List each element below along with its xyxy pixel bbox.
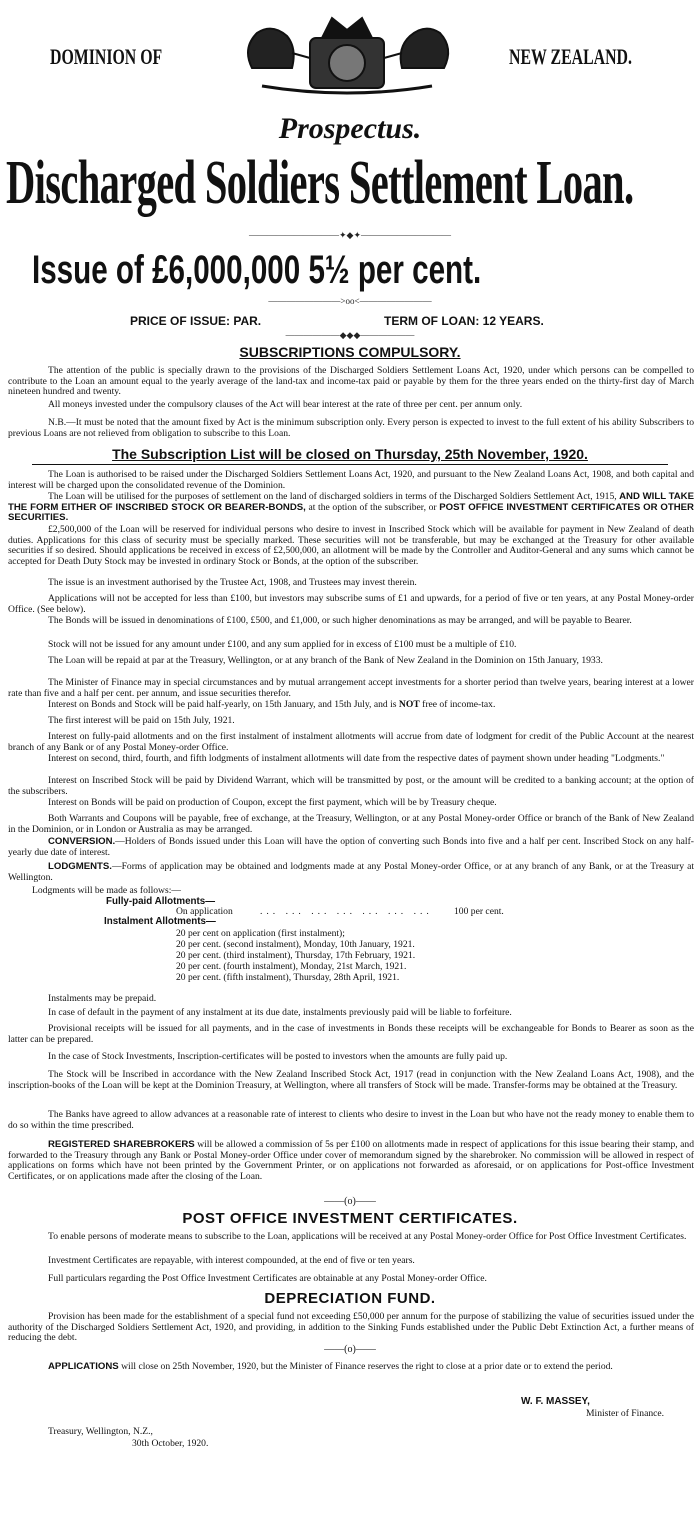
more-paragraph-6: The Banks have agreed to allow advances at a reasonable rate of interest to clients who desire to invest in the Loan but who have not the ready money to enable them to do so within the time prescribed.: [8, 1109, 694, 1131]
more-paragraph-1: Instalments may be prepaid.: [48, 993, 157, 1004]
terms-paragraph-11: The first interest will be paid on 15th July, 1921.: [48, 715, 235, 726]
terms-paragraph-3: £2,500,000 of the Loan will be reserved for individual persons who desire to invest in Inscribed Stock which will be available for payment in New Zealand of death duties. Applications for this class of security must be specially marked. These securities will not be transferable, but may be exchanged at the Treasury for other available securities if so desired. Should applications be received in excess of £2,500,000, an allotment will be made by the Controller and Auditor-General and any sums which cannot be accepted for Death Duty Stock may be invested in ordinary Stock or Bonds, at the option of the subscriber.: [8, 524, 694, 567]
instalment-item: 20 per cent on application (first instalment);: [176, 928, 345, 939]
terms-paragraph-2: The Loan will be utilised for the purposes of settlement on the land of discharged soldiers in terms of the Discharged Soldiers Settlement Act, 1915, AND WILL TAKE THE FORM EITHER OF INSCRIBED STOCK OR BEARER-BONDS, at the option of the subscriber, or POST OFFICE INVESTMENT CERTIFICATES OR OTHER SECURITIES.: [8, 491, 694, 524]
terms-paragraph-9: The Minister of Finance may in special circumstances and by mutual arrangement accept investments for a shorter period than twelve years, bearing interest at a lower rate than five and a half per cent. per annum, and issue securities therefor.: [8, 677, 694, 699]
on-application-label: On application: [176, 906, 233, 917]
signer-name: W. F. MASSEY,: [521, 1396, 590, 1407]
terms-paragraph-1: The Loan is authorised to be raised under the Discharged Soldiers Settlement Loans Act, 1920, and pursuant to the New Zealand Loans Act, 1908, and both capital and interest will be charged upon the consolidated revenue of the Dominion.: [8, 469, 694, 491]
issue-date: 30th October, 1920.: [132, 1438, 209, 1449]
ornament-rule: ——————————✦◆✦——————————: [248, 230, 451, 240]
on-application-dots: ... ... ... ... ... ... ...: [260, 906, 433, 917]
divider-o: ——(o)——: [324, 1196, 376, 1207]
compulsory-heading: SUBSCRIPTIONS COMPULSORY.: [239, 344, 461, 360]
lodgments-paragraph: LODGMENTS.—Forms of application may be obtained and lodgments made at any Postal Money-order Office, or at any branch of any Bank, or at the Treasury at Wellington.: [8, 861, 694, 883]
terms-paragraph-10: Interest on Bonds and Stock will be paid half-yearly, on 15th January, and 15th July, and is NOT free of income-tax.: [48, 699, 496, 710]
terms-paragraph-12: Interest on fully-paid allotments and on the first instalment of instalment allotments will accrue from date of lodgment for credit of the Public Account at the nearest branch of any Bank or of any Postal Money-order Office.: [8, 731, 694, 753]
more-paragraph-4: In the case of Stock Investments, Inscription-certificates will be posted to investors when the amounts are fully paid up.: [48, 1051, 508, 1062]
divider-o-2: ——(o)——: [324, 1344, 376, 1355]
sharebrokers-paragraph: REGISTERED SHAREBROKERS will be allowed a commission of 5s per £100 on allotments made in respect of applications for this issue bearing their stamp, and forwarded to the Treasury through any Bank or Postal Money-order Office under cover of memorandum signed by the sharebroker. No commission will be allowed in respect of applications on forms which have not been printed by the Government Printer, or on applications not forwarded as aforesaid, or on applications for Post-office Investment Certificates, or on applications made after the closing of the Loan.: [8, 1139, 694, 1182]
terms-paragraph-16: Both Warrants and Coupons will be payable, free of exchange, at the Treasury, Wellington, or at any Postal Money-order Office or branch of the Bank of New Zealand in the Dominion, or in London or Australia as may be arranged.: [8, 813, 694, 835]
instalment-item: 20 per cent. (second instalment), Monday, 10th January, 1921.: [176, 939, 415, 950]
prospectus-label: Prospectus.: [278, 112, 422, 145]
instalment-item: 20 per cent. (fourth instalment), Monday, 21st March, 1921.: [176, 961, 407, 972]
ornament-rule-2: ————————>oo<————————: [268, 296, 432, 306]
post-office-paragraph-1: To enable persons of moderate means to subscribe to the Loan, applications will be received at any Postal Money-order Office for Post Office Investment Certificates.: [48, 1231, 687, 1242]
terms-paragraph-4: The issue is an investment authorised by the Trustee Act, 1908, and Trustees may invest therein.: [48, 577, 417, 588]
fully-paid-heading: Fully-paid Allotments—: [106, 896, 216, 907]
coat-of-arms-emblem: [232, 8, 462, 98]
terms-paragraph-14: Interest on Inscribed Stock will be paid by Dividend Warrant, which will be transmitted by post, or the amount will be credited to a banking account; at the option of the subscribers.: [8, 775, 694, 797]
terms-paragraph-6: The Bonds will be issued in denominations of £100, £500, and £1,000, or such higher denominations as may be arranged, and will be payable to Bearer.: [48, 615, 632, 626]
ornament-rule-3: ——————◆◆◆——————: [285, 330, 415, 340]
subscription-list-notice: The Subscription List will be closed on Thursday, 25th November, 1920.: [112, 446, 588, 462]
more-paragraph-3: Provisional receipts will be issued for all payments, and in the case of investments in Bonds these receipts will be exchangeable for Bonds to Bearer as soon as the latter can be prepared.: [8, 1023, 694, 1045]
instalment-heading: Instalment Allotments—: [104, 916, 216, 927]
header-right: NEW ZEALAND.: [509, 44, 632, 69]
issue-amount: Issue of £6,000,000 5½ per cent.: [32, 248, 482, 292]
signer-title: Minister of Finance.: [586, 1408, 665, 1419]
terms-paragraph-8: The Loan will be repaid at par at the Treasury, Wellington, or at any branch of the Bank of New Zealand in the Dominion on 15th January, 1933.: [48, 655, 603, 666]
applications-paragraph: APPLICATIONS will close on 25th November, 1920, but the Minister of Finance reserves the right to close at a prior date or to extend the period.: [48, 1361, 613, 1372]
compulsory-paragraph-3: N.B.—It must be noted that the amount fixed by Act is the minimum subscription only. Every person is expected to invest to the full extent of his ability Subscribers to previous Loans are not relieved from obligation to subscribe to this Loan.: [8, 417, 694, 439]
term-of-loan: TERM OF LOAN: 12 YEARS.: [384, 314, 544, 328]
instalment-item: 20 per cent. (third instalment), Thursday, 17th February, 1921.: [176, 950, 416, 961]
on-application-value: 100 per cent.: [454, 906, 504, 917]
loan-title: Discharged Soldiers Settlement Loan.: [6, 149, 634, 217]
terms-paragraph-7: Stock will not be issued for any amount under £100, and any sum applied for in excess of £100 must be a multiple of £10.: [48, 639, 517, 650]
depreciation-paragraph: Provision has been made for the establishment of a special fund not exceeding £50,000 per annum for the purpose of stabilizing the value of securities issued under the authority of the Discharged Soldiers Settlement Act, 1920, and providing, in addition to the Sinking Funds established under the Public Debt Extinction Act, a further means of reducing the debt.: [8, 1311, 694, 1344]
more-paragraph-5: The Stock will be Inscribed in accordance with the New Zealand Inscribed Stock Act, 1917 (read in conjunction with the New Zealand Loans Act, 1908), and the inscription-books of the Loan will be kept at the Dominion Treasury, at Wellington, where all transfers of Stock will be made. Transfer-forms may be obtained at the Treasury.: [8, 1069, 694, 1091]
post-office-paragraph-2: Investment Certificates are repayable, with interest compounded, at the end of five or ten years.: [48, 1255, 415, 1266]
terms-paragraph-15: Interest on Bonds will be paid on production of Coupon, except the first payment, which will be by Treasury cheque.: [48, 797, 497, 808]
issue-place: Treasury, Wellington, N.Z.,: [48, 1426, 153, 1437]
header-left: DOMINION OF: [50, 44, 163, 69]
terms-paragraph-13: Interest on second, third, fourth, and fifth lodgments of instalment allotments will date from the respective dates of payment shown under heading "Lodgments.": [48, 753, 665, 764]
lodgments-intro: Lodgments will be made as follows:—: [32, 885, 181, 896]
notice-rule: [32, 464, 668, 465]
more-paragraph-2: In case of default in the payment of any instalment at its due date, instalments previously paid will be liable to forfeiture.: [48, 1007, 512, 1018]
compulsory-paragraph-2: All moneys invested under the compulsory clauses of the Act will bear interest at the rate of three per cent. per annum only.: [48, 399, 523, 410]
post-office-heading: POST OFFICE INVESTMENT CERTIFICATES.: [182, 1210, 518, 1227]
post-office-paragraph-3: Full particulars regarding the Post Office Investment Certificates are obtainable at any Postal Money-order Office.: [48, 1273, 487, 1284]
instalment-item: 20 per cent. (fifth instalment), Thursday, 28th April, 1921.: [176, 972, 400, 983]
compulsory-paragraph-1: The attention of the public is specially drawn to the provisions of the Discharged Soldiers Settlement Loans Act, 1920, under which persons can be compelled to contribute to the Loan an amount equal to the yearly average of the land-tax and income-tax paid or payable by them for the three years ended on the thirty-first day of March nineteen hundred and twenty.: [8, 365, 694, 398]
conversion-paragraph: CONVERSION.—Holders of Bonds issued under this Loan will have the option of converting such Bonds into five and a half per cent. Inscribed Stock on any half-yearly due date of interest.: [8, 836, 694, 858]
price-of-issue: PRICE OF ISSUE: PAR.: [130, 314, 262, 328]
depreciation-heading: DEPRECIATION FUND.: [264, 1290, 436, 1307]
terms-paragraph-5: Applications will not be accepted for less than £100, but investors may subscribe sums of £1 and upwards, for a period of five or ten years, at any Postal Money-order Office. (See below).: [8, 593, 694, 615]
